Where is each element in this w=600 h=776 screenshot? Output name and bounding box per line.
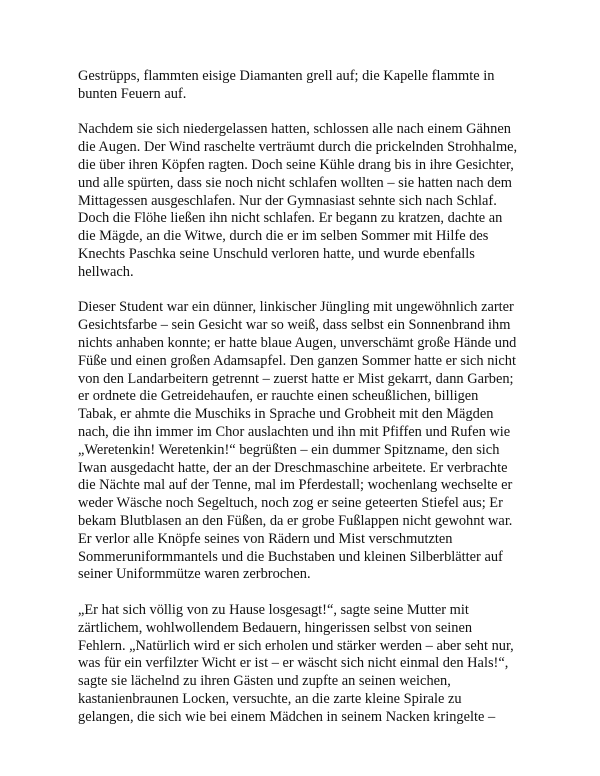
text-line: Füße und einen großen Adamsapfel. Den ganzen Sommer hatte er sich nicht [78, 352, 516, 369]
text-line: bunten Feuern auf. [78, 85, 187, 102]
text-line: Dieser Student war ein dünner, linkischer Jüngling mit ungewöhnlich zarter [78, 299, 514, 316]
text-line: nichts anhaben konnte; er hatte blaue Augen, unverschämt große Hände und [78, 334, 517, 351]
text-line: die Augen. Der Wind raschelte verträumt durch die prickelnden Strohhalme, [78, 139, 518, 156]
text-line: „Er hat sich völlig von zu Hause losgesagt!“, sagte seine Mutter mit [78, 601, 469, 618]
text-line: „Weretenkin! Weretenkin!“ begrüßten – ein dummer Spitzname, den sich [78, 441, 500, 458]
text-line: zärtlichem, wohlwollendem Bedauern, hingerissen selbst von seinen [78, 619, 473, 636]
text-line: die Mägde, an die Witwe, durch die er im selben Sommer mit Hilfe des [78, 228, 489, 245]
text-line: Mittagessen ausgeschlafen. Nur der Gymnasiast sehnte sich nach Schlaf. [78, 192, 497, 209]
text-line: gelangen, die sich wie bei einem Mädchen in seinem Nacken kringelte – [78, 708, 496, 725]
text-line: seiner Uniformmütze waren zerbrochen. [78, 566, 311, 583]
text-line: und alle spürten, dass sie noch nicht schlafen wollten – sie hatten nach dem [78, 174, 512, 191]
text-line: bekam Blutblasen an den Füßen, da er grobe Fußlappen nicht gewohnt war. [78, 512, 513, 529]
paragraph-1 [78, 68, 538, 104]
text-line: hellwach. [78, 263, 134, 280]
text-line: weder Wäsche noch Segeltuch, noch zog er seine geteerten Stiefel aus; Er [78, 495, 503, 512]
text-line: er ordnete die Getreidehaufen, er rauchte einen scheußlichen, billigen [78, 388, 479, 405]
text-line: Fehlern. „Natürlich wird er sich erholen und stärker werden – aber seht nur, [78, 637, 514, 654]
text-line: die über ihren Köpfen ragten. Doch seine Kühle drang bis in ihre Gesichter, [78, 156, 514, 173]
text-line: Nachdem sie sich niedergelassen hatten, schlossen alle nach einem Gähnen [78, 121, 511, 138]
text-line: Iwan ausgedacht hatte, der an der Dreschmaschine arbeitete. Er verbrachte [78, 459, 508, 476]
text-line: Gesichtsfarbe – sein Gesicht war so weiß, dass selbst ein Sonnenbrand ihm [78, 317, 511, 334]
text-line: sagte sie lächelnd zu ihren Gästen und zupfte an seinen weichen, [78, 673, 451, 690]
text-line: Tabak, er ahmte die Muschiks in Sprache und Grobheit mit den Mägden [78, 406, 494, 423]
text-line: was für ein verfilzter Wicht er ist – er wäscht sich nicht einmal den Hals!“, [78, 655, 509, 672]
text-line: von den Landarbeitern getrennt – zuerst hatte er Mist gekarrt, dann Garben; [78, 370, 514, 387]
text-line: die Nächte mal auf der Tenne, mal im Pferdestall; wochenlang wechselte er [78, 477, 513, 494]
paragraph-3 [78, 299, 538, 584]
text-line: nach, die ihn immer im Chor auslachten und ihn mit Pfiffen und Rufen wie [78, 423, 511, 440]
paragraph-4 [78, 602, 538, 727]
text-line: Sommeruniformmantels und die Buchstaben und kleinen Silberblätter auf [78, 548, 503, 565]
document-body [78, 68, 538, 744]
text-line: kastanienbraunen Locken, versuchte, an die zarte kleine Spirale zu [78, 690, 462, 707]
text-line: Knechts Paschka seine Unschuld verloren hatte, und wurde ebenfalls [78, 245, 475, 262]
text-line: Er verlor alle Knöpfe seines von Rädern und Mist verschmutzten [78, 530, 453, 547]
text-line: Doch die Flöhe ließen ihn nicht schlafen. Er begann zu kratzen, dachte an [78, 210, 503, 227]
paragraph-2 [78, 121, 538, 281]
text-line: Gestrüpps, flammten eisige Diamanten grell auf; die Kapelle flammte in [78, 68, 495, 84]
